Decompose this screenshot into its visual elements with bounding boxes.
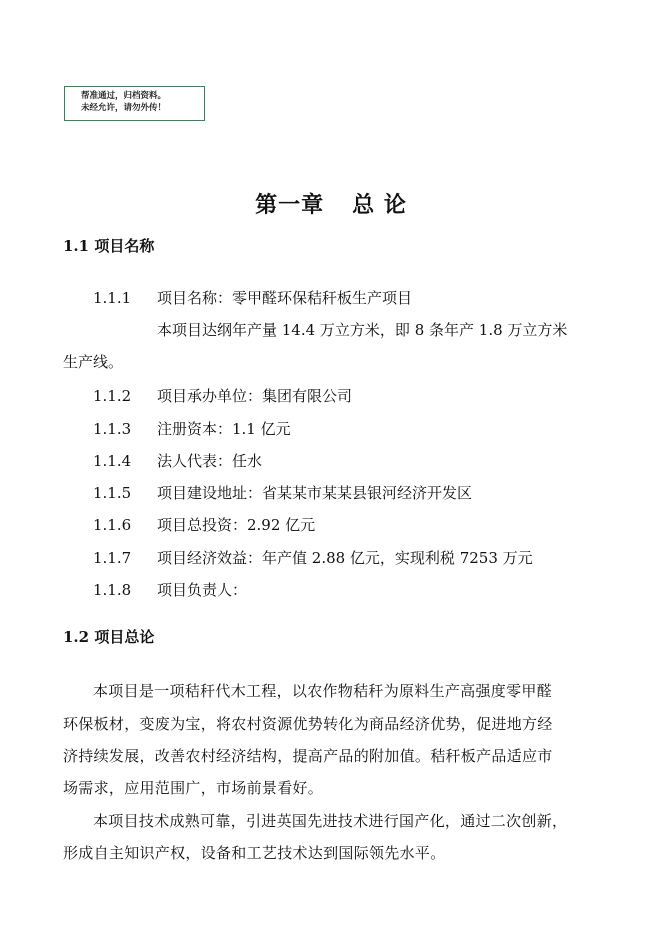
chapter-title (0, 188, 662, 219)
item-number: 1.1.8 (93, 581, 132, 599)
capacity-line-1: 本项目达纲年产量 14.4 万立方米，即 8 条年产 1.8 万立方米 (157, 321, 568, 339)
item-number: 1.1.3 (93, 420, 132, 438)
item-number: 1.1.6 (93, 516, 132, 534)
paragraph-1-line-3: 济持续发展，改善农村经济结构，提高产品的附加值。秸秆板产品适应市 (63, 747, 553, 765)
paragraph-2-line-1: 本项目技术成熟可靠，引进英国先进技术进行国产化，通过二次创新， (93, 812, 568, 830)
list-item (93, 482, 472, 503)
stamp-line-1: 帮准通过，归档资料。 (81, 91, 167, 101)
list-item (93, 547, 533, 568)
item-text: 项目负责人： (157, 581, 248, 599)
item-number: 1.1.7 (93, 549, 132, 567)
chapter-number: 第一章 (255, 192, 325, 218)
item-text: 项目承办单位：集团有限公司 (157, 387, 353, 405)
item-text: 项目经济效益：年产值 2.88 亿元，实现利税 7253 万元 (157, 549, 533, 567)
capacity-line-2: 生产线。 (63, 353, 124, 371)
stamp-line-2: 未经允许，请勿外传！ (81, 103, 167, 113)
item-number: 1.1.2 (93, 387, 132, 405)
section-heading-1-2: 1.2 项目总论 (63, 628, 155, 646)
list-item (93, 385, 352, 406)
list-item (93, 514, 315, 535)
item-number: 1.1.4 (93, 452, 132, 470)
item-number: 1.1.1 (93, 289, 132, 307)
paragraph-1-line-2: 环保板材，变废为宝，将农村资源优势转化为商品经济优势，促进地方经 (63, 715, 553, 733)
paragraph-1-line-4: 场需求，应用范围广，市场前景看好。 (63, 779, 324, 797)
paragraph-2-line-2: 形成自主知识产权，设备和工艺技术达到国际领先水平。 (63, 844, 446, 862)
list-item (93, 450, 262, 471)
paragraph-1-line-1: 本项目是一项秸秆代木工程，以农作物秸秆为原料生产高强度零甲醛 (93, 682, 553, 700)
item-text: 项目建设地址：省某某市某某县银河经济开发区 (157, 484, 473, 502)
list-item (93, 287, 412, 308)
confidential-stamp (64, 86, 205, 121)
item-text: 项目名称：零甲醛环保秸秆板生产项目 (157, 289, 413, 307)
item-number: 1.1.5 (93, 484, 132, 502)
item-text: 法人代表：任水 (157, 452, 263, 470)
section-heading-1-1: 1.1 项目名称 (63, 237, 155, 255)
chapter-name: 总 论 (352, 192, 407, 218)
list-item (93, 418, 291, 439)
item-text: 注册资本：1.1 亿元 (157, 420, 291, 438)
item-text: 项目总投资：2.92 亿元 (157, 516, 316, 534)
list-item (93, 579, 247, 600)
